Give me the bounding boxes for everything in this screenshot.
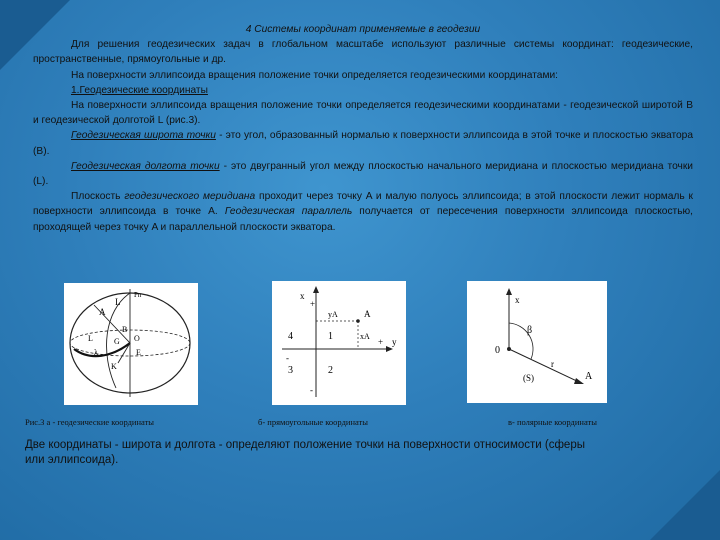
- label-plus-right: +: [378, 337, 384, 347]
- figure-geodetic-coordinates: [64, 283, 198, 405]
- paragraph-latitude: [33, 128, 693, 158]
- label-ya: yA: [328, 310, 338, 319]
- meridian-text-b: проходит через точку A и малую полуось эллипсоида; в этой плоскости лежит нормаль к поверхности эллипсоида в точке A.: [33, 191, 694, 218]
- paragraph-geodetic-coords: На поверхности эллипсоида вращения положение точки определяется геодезическими координатами - геодезической широтой B и геодезической долготой L (рис.3).: [33, 100, 693, 127]
- ellipsoid-diagram: [64, 283, 198, 405]
- label-y: y: [392, 337, 397, 347]
- paragraph-intro: Для решения геодезических задач в глобальном масштабе используют различные системы координат: геодезические, пространственные, прямоугольные и др.: [33, 39, 693, 66]
- summary-text: Две координаты - широта и долгота - определяют положение точки на поверхности относимости (сферы или эллипсоида).: [25, 439, 585, 466]
- label-L2: L: [88, 334, 93, 343]
- paragraph-longitude: [33, 159, 693, 189]
- label-O: O: [134, 334, 140, 343]
- polar-axis-arrow: [506, 288, 512, 295]
- decor-corner-bottom-right: [650, 470, 720, 540]
- label-origin: 0: [495, 345, 500, 356]
- label-quadrant-4: 4: [288, 331, 293, 342]
- label-L: L: [115, 297, 121, 307]
- caption-a: Рис.3 а - геодезические координаты: [25, 417, 155, 427]
- caption-c: в- полярные координаты: [508, 417, 597, 427]
- paragraph-meridian: [33, 189, 693, 235]
- label-A: A: [585, 371, 593, 382]
- label-quadrant-2: 2: [328, 365, 333, 376]
- term-parallel: Геодезическая параллель: [224, 206, 353, 218]
- polar-diagram: [467, 281, 607, 403]
- figure-polar-coordinates: [467, 281, 607, 403]
- label-E: E: [136, 348, 141, 357]
- label-B: B: [122, 325, 128, 334]
- figure-rectangular-coordinates: [272, 281, 406, 405]
- latitude-definition: - это угол, образованный нормалью к поверхности эллипсоида в этой точке и плоскостью экватора (B).: [33, 130, 693, 157]
- label-x: x: [300, 291, 305, 301]
- term-longitude: Геодезическая долгота точки: [71, 160, 220, 172]
- origin-point: [507, 347, 511, 351]
- label-minus-bottom: -: [310, 385, 313, 395]
- label-lambda: λ: [94, 348, 98, 357]
- label-Pn: Pn: [134, 291, 142, 299]
- radius-arrow: [574, 378, 584, 384]
- label-K: K: [111, 362, 117, 371]
- term-latitude: Геодезическая широта точки: [71, 130, 216, 142]
- term-meridian: геодезического меридиана: [124, 191, 256, 203]
- x-axis-arrow: [313, 286, 319, 293]
- label-plus-top: +: [310, 299, 316, 309]
- main-text: [33, 22, 693, 235]
- label-S: (S): [523, 373, 534, 383]
- longitude-definition: - это двугранный угол между плоскостью начального меридиана и плоскостью меридиана точки (L).: [33, 160, 693, 188]
- label-quadrant-3: 3: [288, 365, 293, 376]
- label-A: A: [364, 309, 371, 319]
- label-x: x: [515, 295, 520, 305]
- rectangular-diagram: [272, 281, 406, 405]
- point-A: [356, 319, 360, 323]
- label-r: r: [551, 359, 554, 369]
- paragraph-ellipsoid: На поверхности эллипсоида вращения положение точки определяется геодезическими координатами:: [71, 69, 558, 81]
- radius-vector: [509, 349, 581, 383]
- label-G: G: [114, 337, 120, 346]
- caption-b: б- прямоугольные координаты: [258, 417, 368, 427]
- label-xa: xA: [360, 332, 370, 341]
- subheading-geodetic: 1.Геодезические координаты: [71, 84, 208, 96]
- slide-title: 4 Системы координат применяемые в геодезии: [245, 24, 481, 35]
- label-quadrant-1: 1: [328, 331, 333, 342]
- meridian-text-c: получается от пересечения поверхности эллипсоида плоскостью, проходящей через точку A и параллельной плоскости экватора.: [33, 206, 693, 233]
- label-minus-left: -: [286, 353, 289, 363]
- meridian-text-a: Плоскость: [71, 191, 125, 203]
- label-A: A: [99, 307, 106, 317]
- label-beta: β: [527, 325, 533, 336]
